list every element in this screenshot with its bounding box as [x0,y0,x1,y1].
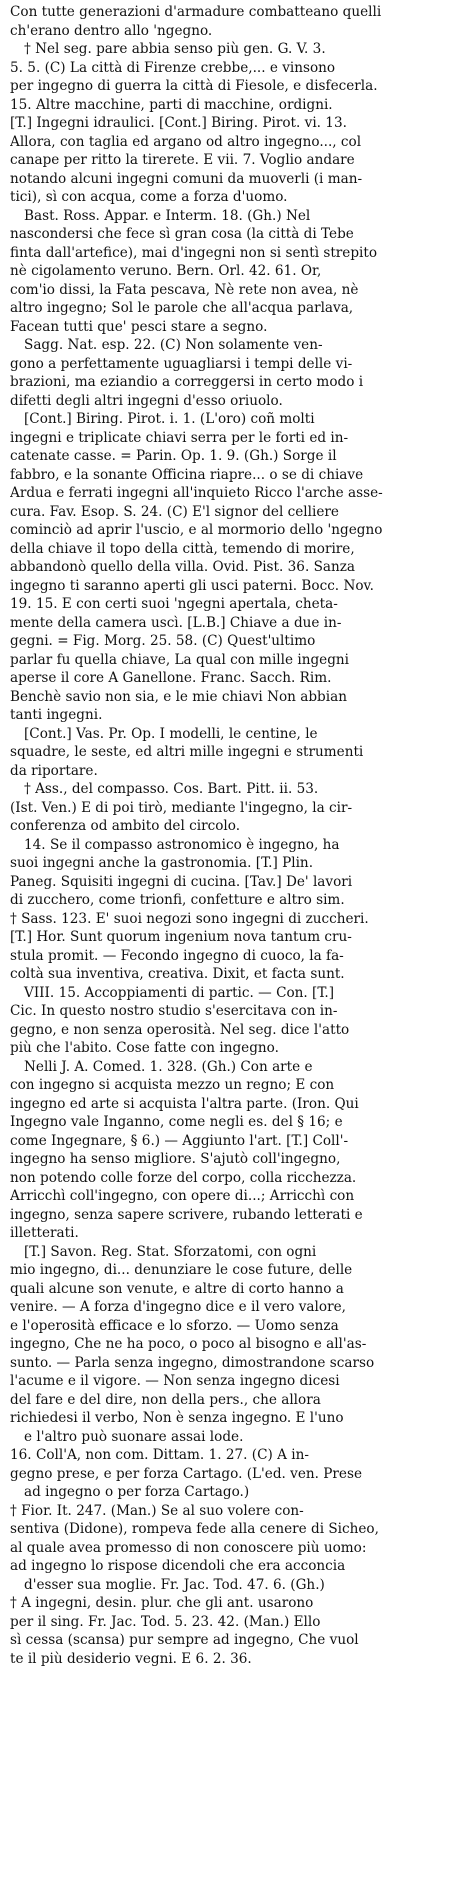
text-line: altro ingegno; Sol le parole che all'acqua parlava, [10,300,354,316]
text-line: parlar fu quella chiave, La qual con mille ingegni [10,651,350,668]
text-line: † A ingegni, desin. plur. che gli ant. usarono [10,1595,314,1611]
text-line: con ingegno si acquista mezzo un regno; E con [10,1077,335,1093]
text-line: coltà sua inventiva, creativa. Dixit, et facta sunt. [10,966,345,982]
text-line: al quale avea promesso di non conoscere più uomo: [10,1539,367,1556]
text-line: ch'erano dentro allo 'ngegno. [10,22,213,39]
text-line: brazioni, ma eziandio a correggersi in certo modo i [10,374,364,390]
text-line: 19. 15. E con certi suoi 'ngegni apertala, cheta- [10,596,338,612]
text-line: † Ass., del compasso. Cos. Bart. Pitt. ii. 53. [24,781,319,797]
text-line: d'esser sua moglie. Fr. Jac. Tod. 47. 6. (Gh.) [24,1576,325,1593]
text-line: gegni. = Fig. Morg. 25. 58. (C) Quest'ultimo [10,633,316,649]
text-line: ad ingegno lo rispose dicendoli che era acconcia [10,1558,346,1574]
text-line: e l'altro può suonare assai lode. [24,1428,244,1445]
text-line: ingegno ed arte si acquista l'altra parte. (Iron. Qui [10,1095,359,1112]
text-line: stula promit. — Fecondo ingegno di cuoco, la fa- [10,947,344,964]
text-line: ingegno ti saranno aperti gli usci paterni. Bocc. Nov. [10,577,374,594]
text-line: (Ist. Ven.) E di poi tirò, mediante l'ingegno, la cir- [10,799,353,816]
text-line: [Cont.] Biring. Pirot. i. 1. (L'oro) coñ molti [24,411,315,427]
text-line: di zucchero, come trionfi, confetture e altro sim. [10,892,345,908]
text-line: nascondersi che fece sì gran cosa (la città di Tebe [10,226,354,242]
text-line: [Cont.] Vas. Pr. Op. I modelli, le centine, le [24,725,318,742]
text-line: notando alcuni ingegni comuni da muoverli (i man- [10,170,363,187]
text-line: sentiva (Didone), rompeva fede alla cenere di Sicheo, [10,1521,379,1537]
text-line: suoi ingegni anche la gastronomia. [T.] Plin. [10,855,314,871]
text-line: da riportare. [10,762,98,779]
text-line: gono a perfettamente uguagliarsi i tempi delle vi- [10,355,353,372]
text-line: mente della camera uscì. [L.B.] Chiave a due in- [10,614,342,631]
text-line: Arricchì coll'ingegno, con opere di...; Arricchì con [10,1188,355,1204]
text-line: tici), sì con acqua, come a forza d'uomo. [10,189,288,205]
text-line: Nelli J. A. Comed. 1. 328. (Gh.) Con arte e [24,1058,313,1075]
text-line: aperse il core A Ganellone. Franc. Sacch. Rim. [10,670,332,686]
text-line: [T.] Ingegni idraulici. [Cont.] Biring. Pirot. vi. 13. [10,115,347,131]
text-line: della chiave il topo della città, temendo di morire, [10,540,355,557]
text-line: 16. Coll'A, non com. Dittam. 1. 27. (C) A in- [10,1447,309,1463]
text-line: Paneg. Squisiti ingegni di cucina. [Tav.] De' lavori [10,873,353,890]
text-line: Cic. In questo nostro studio s'esercitava con in- [10,1003,338,1019]
text-line: finta dall'artefice), mai d'ingegni non si sentì strepito [10,244,378,261]
text-line: gegno, e non senza operosità. Nel seg. dice l'atto [10,1021,350,1038]
text-line: non potendo colle forze del corpo, colla ricchezza. [10,1169,357,1186]
text-line: ad ingegno o per forza Cartago.) [24,1484,250,1500]
text-line: conferenza od ambito del circolo. [10,818,241,834]
text-line: Bast. Ross. Appar. e Interm. 18. (Gh.) Nel [24,207,311,224]
text-line: [T.] Savon. Reg. Stat. Sforzatomi, con ogni [24,1243,317,1260]
text-line: canape per ritto la tirerete. E vii. 7. Voglio andare [10,152,355,168]
text-line: squadre, le seste, ed altri mille ingegni e strumenti [10,744,364,760]
text-line: 5. 5. (C) La città di Firenze crebbe,... e vinsono [10,59,336,76]
text-line: nè cigolamento veruno. Bern. Orl. 42. 61. Or, [10,263,322,279]
text-line: mio ingegno, di... denunziare le cose future, delle [10,1262,353,1278]
text-line: Con tutte generazioni d'armadure combatteano quelli [10,4,382,20]
text-line: tanti ingegni. [10,707,103,723]
text-line: VIII. 15. Accoppiamenti di partic. — Con. [T.] [24,984,335,1001]
text-column [10,3,468,1668]
text-line: ingegni e triplicate chiavi serra per le forti ed in- [10,429,349,446]
text-line: Ardua e ferrati ingegni all'inquieto Ricco l'arche asse- [10,485,383,501]
text-line: cominciò ad aprir l'uscio, e al mormorio dello 'ngegno [10,522,383,538]
text-line: 14. Se il compasso astronomico è ingegno, ha [24,836,340,853]
text-line: te il più desiderio vegni. E 6. 2. 36. [10,1650,252,1667]
text-line: cura. Fav. Esop. S. 24. (C) E'l signor del celliere [10,503,339,520]
text-line: catenate casse. = Parin. Op. 1. 9. (Gh.) Sorge il [10,448,337,464]
text-line: ingegno ha senso migliore. S'ajutò coll'ingegno, [10,1151,341,1167]
text-line: per ingegno di guerra la città di Fiesole, e disfecerla. [10,78,378,94]
text-line: del fare e del dire, non della pers., che allora [10,1391,321,1408]
text-line: 15. Altre macchine, parti di macchine, ordigni. [10,96,333,113]
text-line: richiedesi il verbo, Non è senza ingegno. E l'uno [10,1410,344,1426]
text-line: fabbro, e la sonante Officina riapre... o se di chiave [10,466,364,483]
text-line: difetti degli altri ingegni d'esso oriuolo. [10,392,283,409]
text-line: Sagg. Nat. esp. 22. (C) Non solamente ven- [24,337,323,353]
text-line: illetterati. [10,1225,79,1241]
text-line: ingegno, senza sapere scrivere, rubando letterati e [10,1206,363,1223]
text-line: per il sing. Fr. Jac. Tod. 5. 23. 42. (Man.) Ello [10,1613,321,1630]
text-line: più che l'abito. Cose fatte con ingegno. [10,1040,279,1056]
text-line: Benchè savio non sia, e le mie chiavi Non abbian [10,688,347,705]
text-line: † Sass. 123. E' suoi negozi sono ingegni di zuccheri. [10,910,369,927]
text-line: venire. — A forza d'ingegno dice e il vero valore, [10,1299,346,1315]
text-line: † Fior. It. 247. (Man.) Se al suo volere con- [10,1502,304,1519]
text-line: gegno prese, e per forza Cartago. (L'ed. ven. Prese [10,1465,362,1482]
text-line: e l'operosità efficace e lo sforzo. — Uomo senza [10,1317,339,1334]
text-line: abbandonò quello della villa. Ovid. Pist. 36. Sanza [10,559,356,575]
text-line: come Ingegnare, § 6.) — Aggiunto l'art. [T.] Coll'- [10,1132,349,1149]
text-line: ingegno, Che ne ha poco, o poco al bisogno e all'as- [10,1336,367,1352]
text-line: Allora, con taglia ed argano od altro ingegno..., col [10,133,362,150]
text-line: quali alcune son venute, e altre di corto hanno a [10,1280,344,1297]
text-line: [T.] Hor. Sunt quorum ingenium nova tantum cru- [10,929,352,945]
text-line: † Nel seg. pare abbia senso più gen. G. V. 3. [24,41,326,57]
text-line: com'io dissi, la Fata pescava, Nè rete non avea, nè [10,281,359,298]
text-line: Facean tutti que' pesci stare a segno. [10,318,268,335]
text-line: sì cessa (scansa) pur sempre ad ingegno, Che vuol [10,1632,359,1648]
text-line: Ingegno vale Inganno, come negli es. del § 16; e [10,1114,343,1130]
text-line: sunto. — Parla senza ingegno, dimostrandone scarso [10,1354,375,1371]
text-line: l'acume e il vigore. — Non senza ingegno dicesi [10,1373,340,1389]
